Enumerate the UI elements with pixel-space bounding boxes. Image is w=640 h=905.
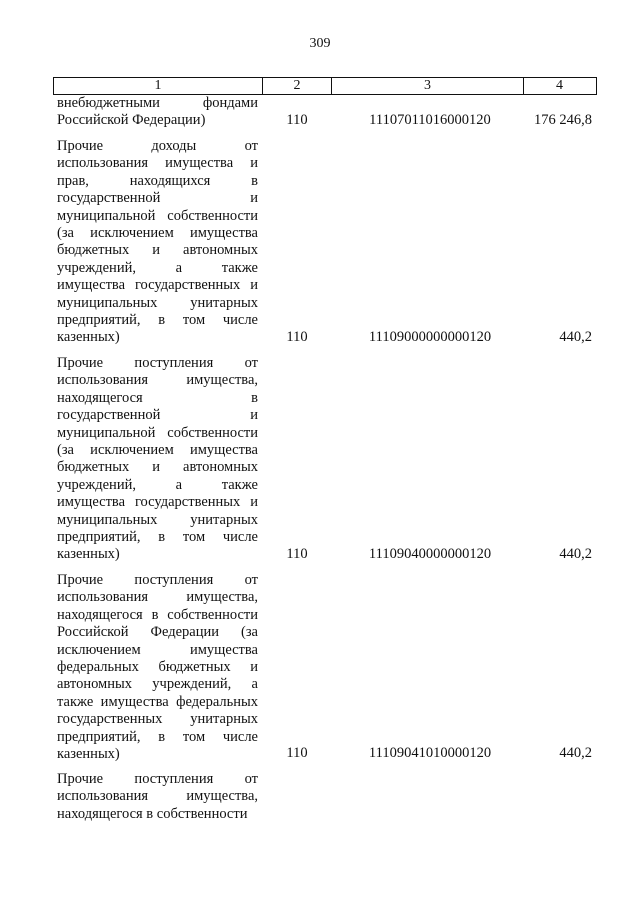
description-line: муниципальных унитарных: [57, 294, 258, 311]
row-description: [57, 572, 258, 763]
description-line: Прочие поступления от: [57, 771, 258, 787]
row-amount: 176 246,8: [534, 112, 592, 128]
page-number: 309: [309, 36, 331, 51]
description-line: находящегося в собственности: [57, 805, 248, 822]
row-description: [57, 355, 258, 564]
description-line: использования имущества и: [57, 155, 258, 172]
description-line: (за исключением имущества: [57, 225, 258, 242]
description-line: внебюджетными фондами: [57, 95, 258, 111]
description-line: муниципальной собственности: [57, 207, 258, 224]
header-col-2: 2: [263, 78, 332, 94]
description-line: казенных): [57, 329, 120, 346]
description-line: учреждений, а также: [57, 476, 258, 493]
description-line: Прочие доходы от: [57, 138, 258, 154]
row-description: [57, 771, 258, 823]
description-line: (за исключением имущества: [57, 442, 258, 459]
description-line: бюджетных и автономных: [57, 242, 258, 259]
row-kbk: 11109000000000120: [368, 329, 492, 345]
row-code: 110: [286, 329, 308, 345]
description-line: Прочие поступления от: [57, 572, 258, 588]
description-line: прав, находящихся в: [57, 172, 258, 189]
description-line: казенных): [57, 746, 120, 763]
row-amount: 440,2: [559, 745, 592, 761]
description-line: казенных): [57, 546, 120, 563]
row-kbk: 11109040000000120: [368, 546, 492, 562]
description-line: учреждений, а также: [57, 259, 258, 276]
row-description: [57, 95, 258, 130]
row-code: 110: [286, 745, 308, 761]
description-line: предприятий, в том числе: [57, 728, 258, 745]
description-line: использования имущества,: [57, 372, 258, 389]
description-line: имущества государственных и: [57, 494, 258, 511]
row-kbk: 11107011016000120: [369, 112, 491, 128]
description-line: имущества государственных и: [57, 277, 258, 294]
header-col-1: 1: [54, 78, 263, 94]
description-line: бюджетных и автономных: [57, 459, 258, 476]
description-line: находящегося в собственности: [57, 606, 258, 623]
row-amount: 440,2: [559, 329, 592, 345]
description-line: предприятий, в том числе: [57, 312, 258, 329]
row-description: [57, 138, 258, 347]
description-line: Российской Федерации): [57, 112, 206, 129]
header-col-4: 4: [556, 78, 563, 93]
description-line: Прочие поступления от: [57, 355, 258, 371]
description-line: исключением имущества: [57, 641, 258, 658]
description-line: Российской Федерации (за: [57, 624, 258, 641]
description-line: государственных унитарных: [57, 711, 258, 728]
description-line: федеральных бюджетных и: [57, 659, 258, 676]
header-col-3: 3: [332, 78, 524, 94]
description-line: государственной и: [57, 190, 258, 207]
row-code: 110: [286, 112, 308, 128]
description-line: муниципальных унитарных: [57, 511, 258, 528]
row-code: 110: [286, 546, 308, 562]
description-line: автономных учреждений, а: [57, 676, 258, 693]
description-line: также имущества федеральных: [57, 693, 258, 710]
description-line: предприятий, в том числе: [57, 529, 258, 546]
description-line: использования имущества,: [57, 589, 258, 606]
description-line: государственной и: [57, 407, 258, 424]
description-line: использования имущества,: [57, 788, 258, 805]
description-line: муниципальной собственности: [57, 424, 258, 441]
description-line: находящегося в: [57, 389, 258, 406]
row-amount: 440,2: [559, 546, 592, 562]
row-kbk: 11109041010000120: [368, 745, 492, 761]
table-header: [53, 77, 597, 95]
